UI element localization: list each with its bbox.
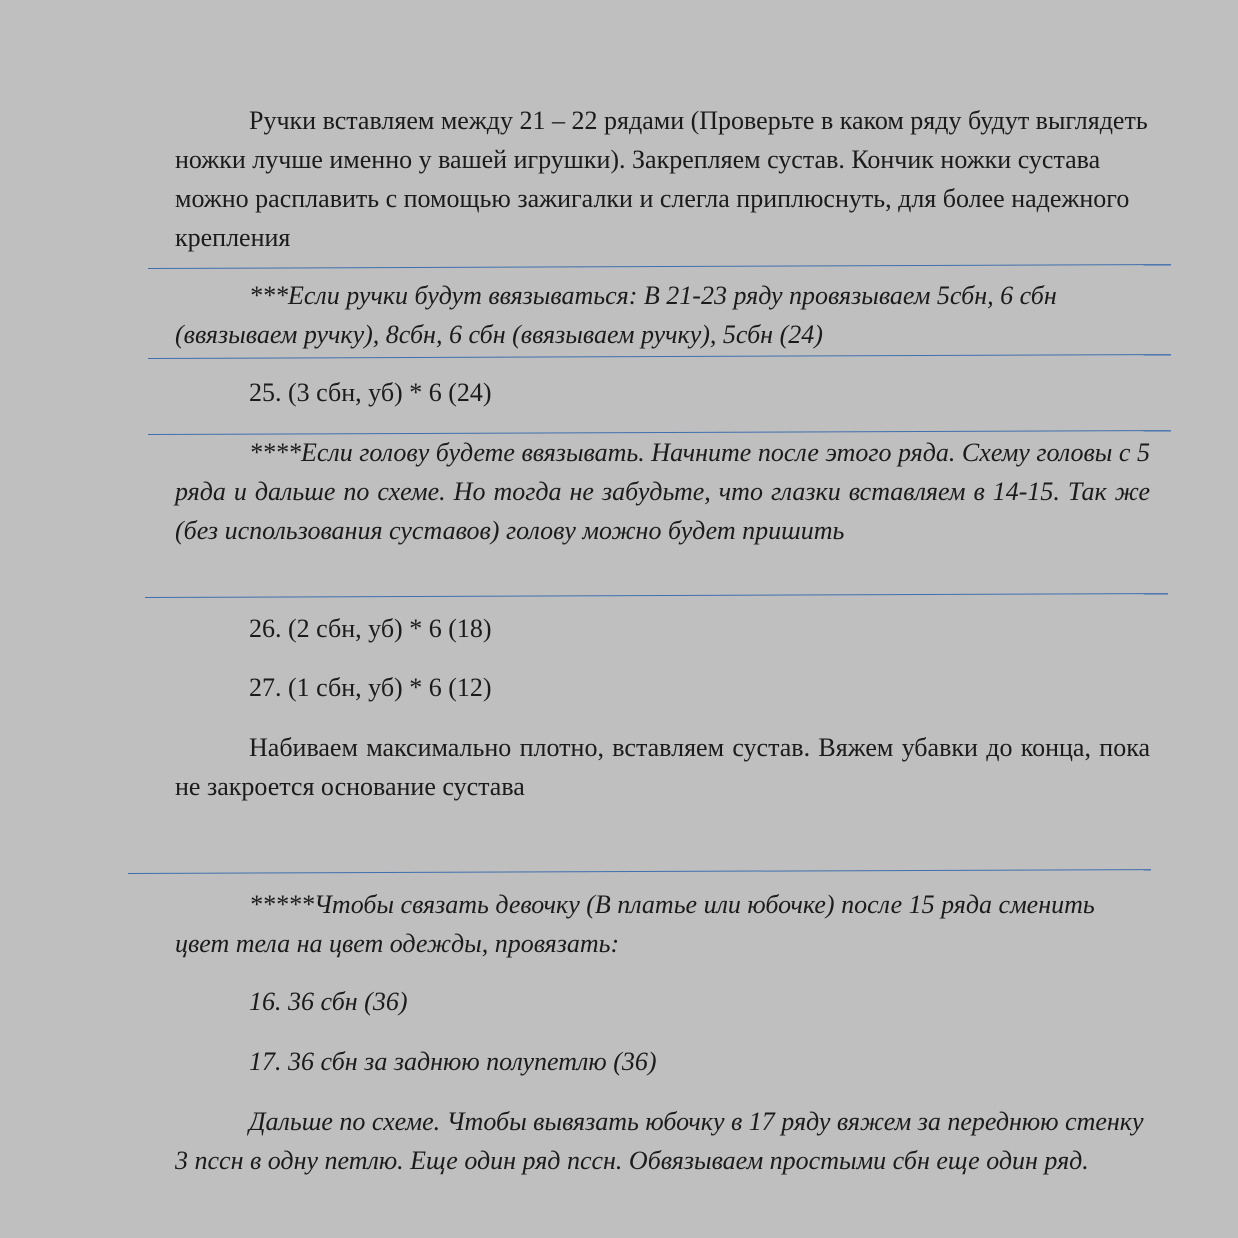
paragraph-stuffing: Набиваем максимально плотно, вставляем сустав. Вяжем убавки до конца, пока не закроется основание сустава xyxy=(175,733,1150,801)
row-16: 16. 36 сбн (36) xyxy=(249,987,408,1016)
paragraph-arms-insertion: Ручки вставляем между 21 – 22 рядами (Проверьте в каком ряду будут выглядеть ножки лучше именно у вашей игрушки). Закрепляем сустав. Кончик ножки сустава можно расплавить с помощью зажигалки и слегла приплюснуть, для более надежного крепления xyxy=(175,106,1148,252)
divider-line xyxy=(145,593,1168,598)
divider-line xyxy=(148,354,1171,359)
row-17: 17. 36 сбн за заднюю полупетлю (36) xyxy=(249,1047,657,1076)
note-arms-knit-in: ***Если ручки будут ввязываться: В 21-23 ряду провязываем 5сбн, 6 сбн (ввязываем ручку), 8сбн, 6 сбн (ввязываем ручку), 5сбн (24) xyxy=(175,281,1057,349)
row-27: 27. (1 сбн, уб) * 6 (12) xyxy=(249,673,492,702)
row-25: 25. (3 сбн, уб) * 6 (24) xyxy=(249,378,492,407)
note-head-knit-in: ****Если голову будете ввязывать. Начните после этого ряда. Схему головы с 5 ряда и дальше по схеме. Но тогда не забудьте, что глазки вставляем в 14-15. Так же (без использования суставов) голову можно будет пришить xyxy=(175,438,1150,545)
divider-line xyxy=(128,869,1151,874)
divider-line xyxy=(148,264,1171,269)
row-26: 26. (2 сбн, уб) * 6 (18) xyxy=(249,614,492,643)
paragraph-skirt: Дальше по схеме. Чтобы вывязать юбочку в 17 ряду вяжем за переднюю стенку 3 пссн в одну петлю. Еще один ряд пссн. Обвязываем простыми сбн еще один ряд. xyxy=(175,1107,1144,1175)
note-girl-dress: *****Чтобы связать девочку (В платье или юбочке) после 15 ряда сменить цвет тела на цвет одежды, провязать: xyxy=(175,890,1095,958)
